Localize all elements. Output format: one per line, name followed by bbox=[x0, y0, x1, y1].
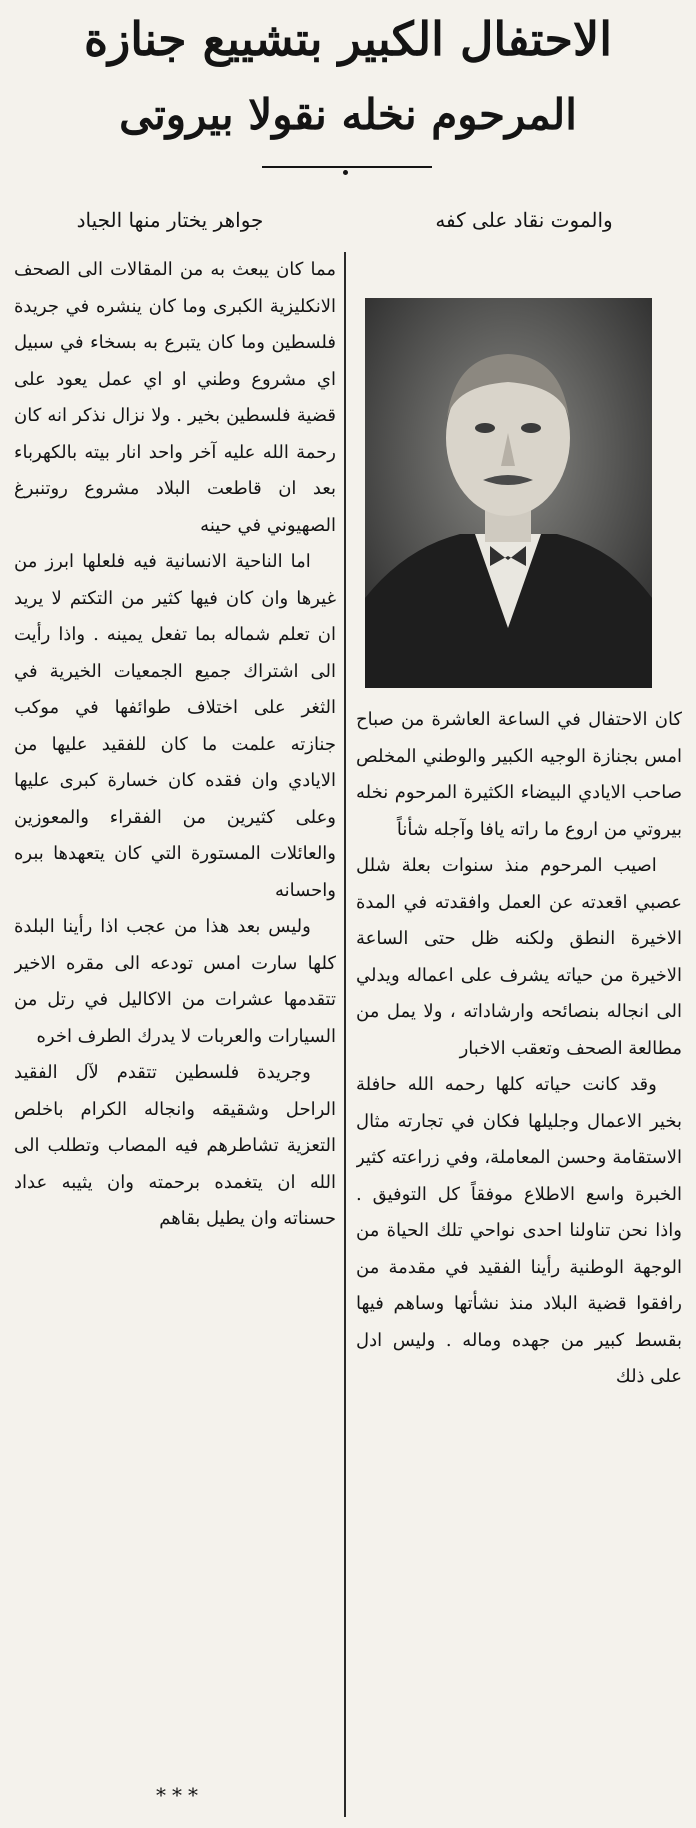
end-mark: *** bbox=[156, 1783, 204, 1807]
headline: الاحتفال الكبير بتشييع جنازة bbox=[83, 12, 613, 66]
left-paragraph-4: وجريدة فلسطين تتقدم لآل الفقيد الراحل وشقيقه وانجاله الكرام باخلص التعزية تشاطرهم فيه المصاب وتطلب الى الله ان يتغمده برحمته وان يثيبه عداد حسناته وان يطيل بقاهم bbox=[14, 1062, 336, 1229]
quote-right: والموت نقاد على كفه bbox=[435, 208, 613, 232]
column-divider bbox=[344, 252, 346, 1817]
left-column bbox=[14, 252, 336, 1777]
portrait-photo bbox=[365, 298, 652, 688]
portrait-image bbox=[365, 298, 652, 688]
subheadline: المرحوم نخله نقولا بيروتى bbox=[119, 90, 577, 139]
left-paragraph-3: وليس بعد هذا من عجب اذا رأينا البلدة كلها سارت امس تودعه الى مقره الاخير تتقدمها عشرات من الاكاليل في رتل من السيارات والعربات لا يدرك الطرف اخره bbox=[14, 916, 336, 1047]
left-paragraph-2: اما الناحية الانسانية فيه فلعلها ابرز من غيرها وان كان فيها كثير من التكتم لا يريد ان تعلم شماله بما تفعل يمينه . واذا رأيت الى اشتراك جميع الجمعيات الخيرية في الثغر على اختلاف طوائفها في موكب جنازته علمت ما كان للفقيد عليها من الايادي وان فقده كان خسارة كبرى عليها وعلى كثيرين من الفقراء والمعوزين والعائلات المستورة التي كان يتعهدها ببره واحسانه bbox=[14, 551, 336, 901]
rule-dot bbox=[343, 170, 348, 175]
right-paragraph-3: وقد كانت حياته كلها رحمه الله حافلة بخير الاعمال وجليلها فكان في تجارته مثال الاستقامة وحسن المعاملة، وفي زراعته كثير الخبرة واسع الاطلاع موفقاً كل التوفيق . واذا نحن تناولنا احدى نواحي تلك الحياة من الوجهة الوطنية رأينا الفقيد في مقدمة من رافقوا قضية البلاد منذ نشأتها وساهم فيها بقسط كبير من جهده وماله . وليس ادل على ذلك bbox=[356, 1074, 682, 1387]
right-column bbox=[356, 702, 682, 1817]
quote-left: جواهر يختار منها الجياد bbox=[76, 208, 264, 232]
left-paragraph-1: مما كان يبعث به من المقالات الى الصحف الانكليزية الكبرى وما كان ينشره في جريدة فلسطين وما كان يتبرع به بسخاء في سبيل اي مشروع وطني او اي عمل يعود على قضية فلسطين بخير . ولا نزال نذكر انه كان رحمة الله عليه آخر واحد انار بيته بالكهرباء بعد ان قاطعت البلاد مشروع روتنبرغ الصهيوني في حينه bbox=[14, 259, 336, 536]
title-rule bbox=[262, 166, 432, 168]
right-paragraph-1: كان الاحتفال في الساعة العاشرة من صباح امس بجنازة الوجيه الكبير والوطني المخلص صاحب الايادي البيضاء الكثيرة المرحوم نخله بيروتي من اروع ما راته يافا وآجله شأناً bbox=[356, 709, 682, 840]
right-paragraph-2: اصيب المرحوم منذ سنوات بعلة شلل عصبي اقعدته عن العمل وافقدته في المدة الاخيرة النطق ولكنه ظل حتى الساعة الاخيرة من حياته يشرف على اعماله ويدلي الى انجاله بنصائحه وارشاداته ، ولا يمل من مطالعة الصحف وتعقب الاخبار bbox=[356, 855, 682, 1059]
